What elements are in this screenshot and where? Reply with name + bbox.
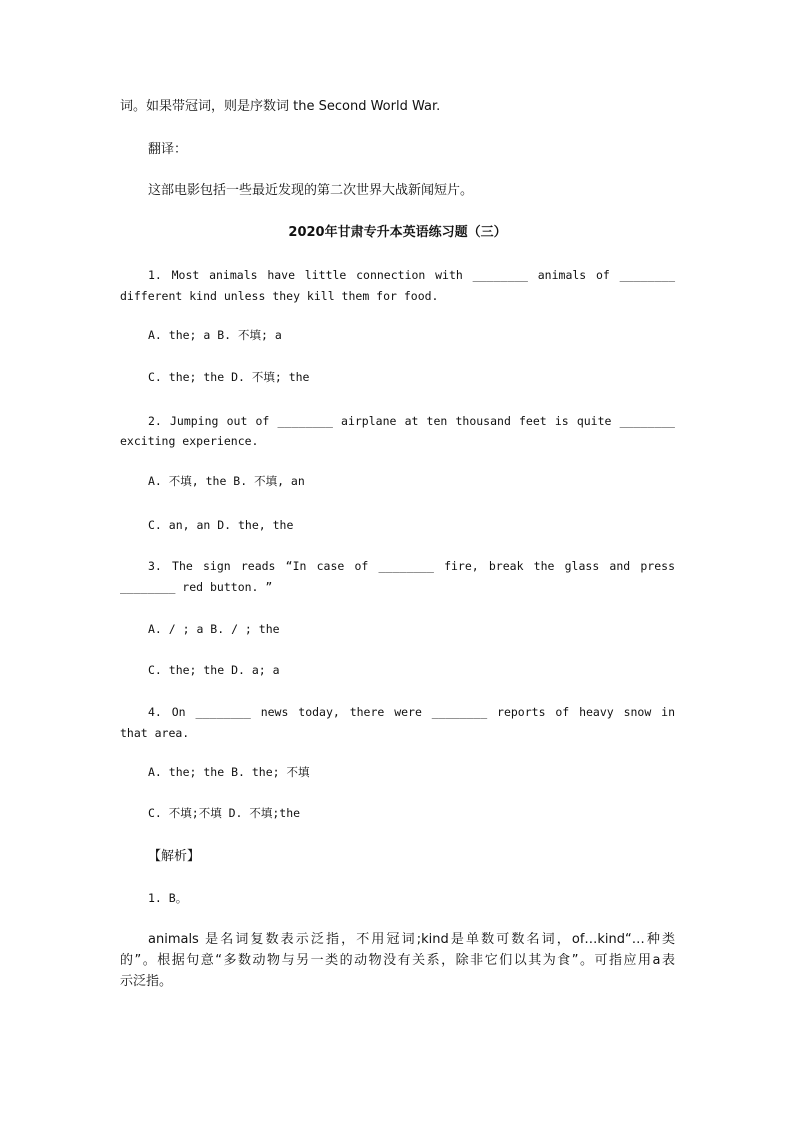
analysis-explanation-line-3: 示泛指。 [120, 974, 173, 989]
question-1-options-ab: A. the; a B. 不填; a [148, 328, 282, 342]
question-2-line-1: 2. Jumping out of ________ airplane at ten thousand feet is quite ________ [148, 414, 675, 428]
translation-label: 翻译： [148, 142, 188, 157]
question-3-line-2: ________ red button. ” [120, 580, 273, 594]
question-4-line-1: 4. On ________ news today, there were ________ reports of heavy snow in [148, 705, 675, 719]
question-2-options-ab: A. 不填, the B. 不填, an [148, 474, 305, 488]
question-3-options-cd: C. the; the D. a; a [148, 663, 280, 677]
analysis-explanation-line-1: animals 是名词复数表示泛指，不用冠词;kind是单数可数名词，of…kind“…种类 [148, 932, 675, 947]
question-2-line-2: exciting experience. [120, 434, 259, 448]
question-3-options-ab: A. / ; a B. / ; the [148, 622, 280, 636]
question-1-options-cd: C. the; the D. 不填; the [148, 370, 310, 384]
question-1-line-2: different kind unless they kill them for food. [120, 289, 439, 303]
analysis-label: 【解析】 [148, 849, 201, 864]
section-title: 2020年甘肃专升本英语练习题（三） [288, 225, 507, 240]
question-4-options-cd: C. 不填;不填 D. 不填;the [148, 806, 301, 820]
question-4-options-ab: A. the; the B. the; 不填 [148, 765, 310, 779]
analysis-answer-1: 1. B。 [148, 891, 188, 905]
question-3-line-1: 3. The sign reads “In case of ________ fire, break the glass and press [148, 559, 675, 573]
translation-text: 这部电影包括一些最近发现的第二次世界大战新闻短片。 [148, 183, 474, 198]
question-4-line-2: that area. [120, 726, 190, 740]
analysis-explanation-line-2: 的”。根据句意“多数动物与另一类的动物没有关系，除非它们以其为食”。可指应用a表 [120, 953, 675, 968]
question-2-options-cd: C. an, an D. the, the [148, 518, 294, 532]
question-1-line-1: 1. Most animals have little connection with ________ animals of ________ [148, 268, 675, 282]
intro-line: 词。如果带冠词，则是序数词 the Second World War. [120, 99, 441, 114]
